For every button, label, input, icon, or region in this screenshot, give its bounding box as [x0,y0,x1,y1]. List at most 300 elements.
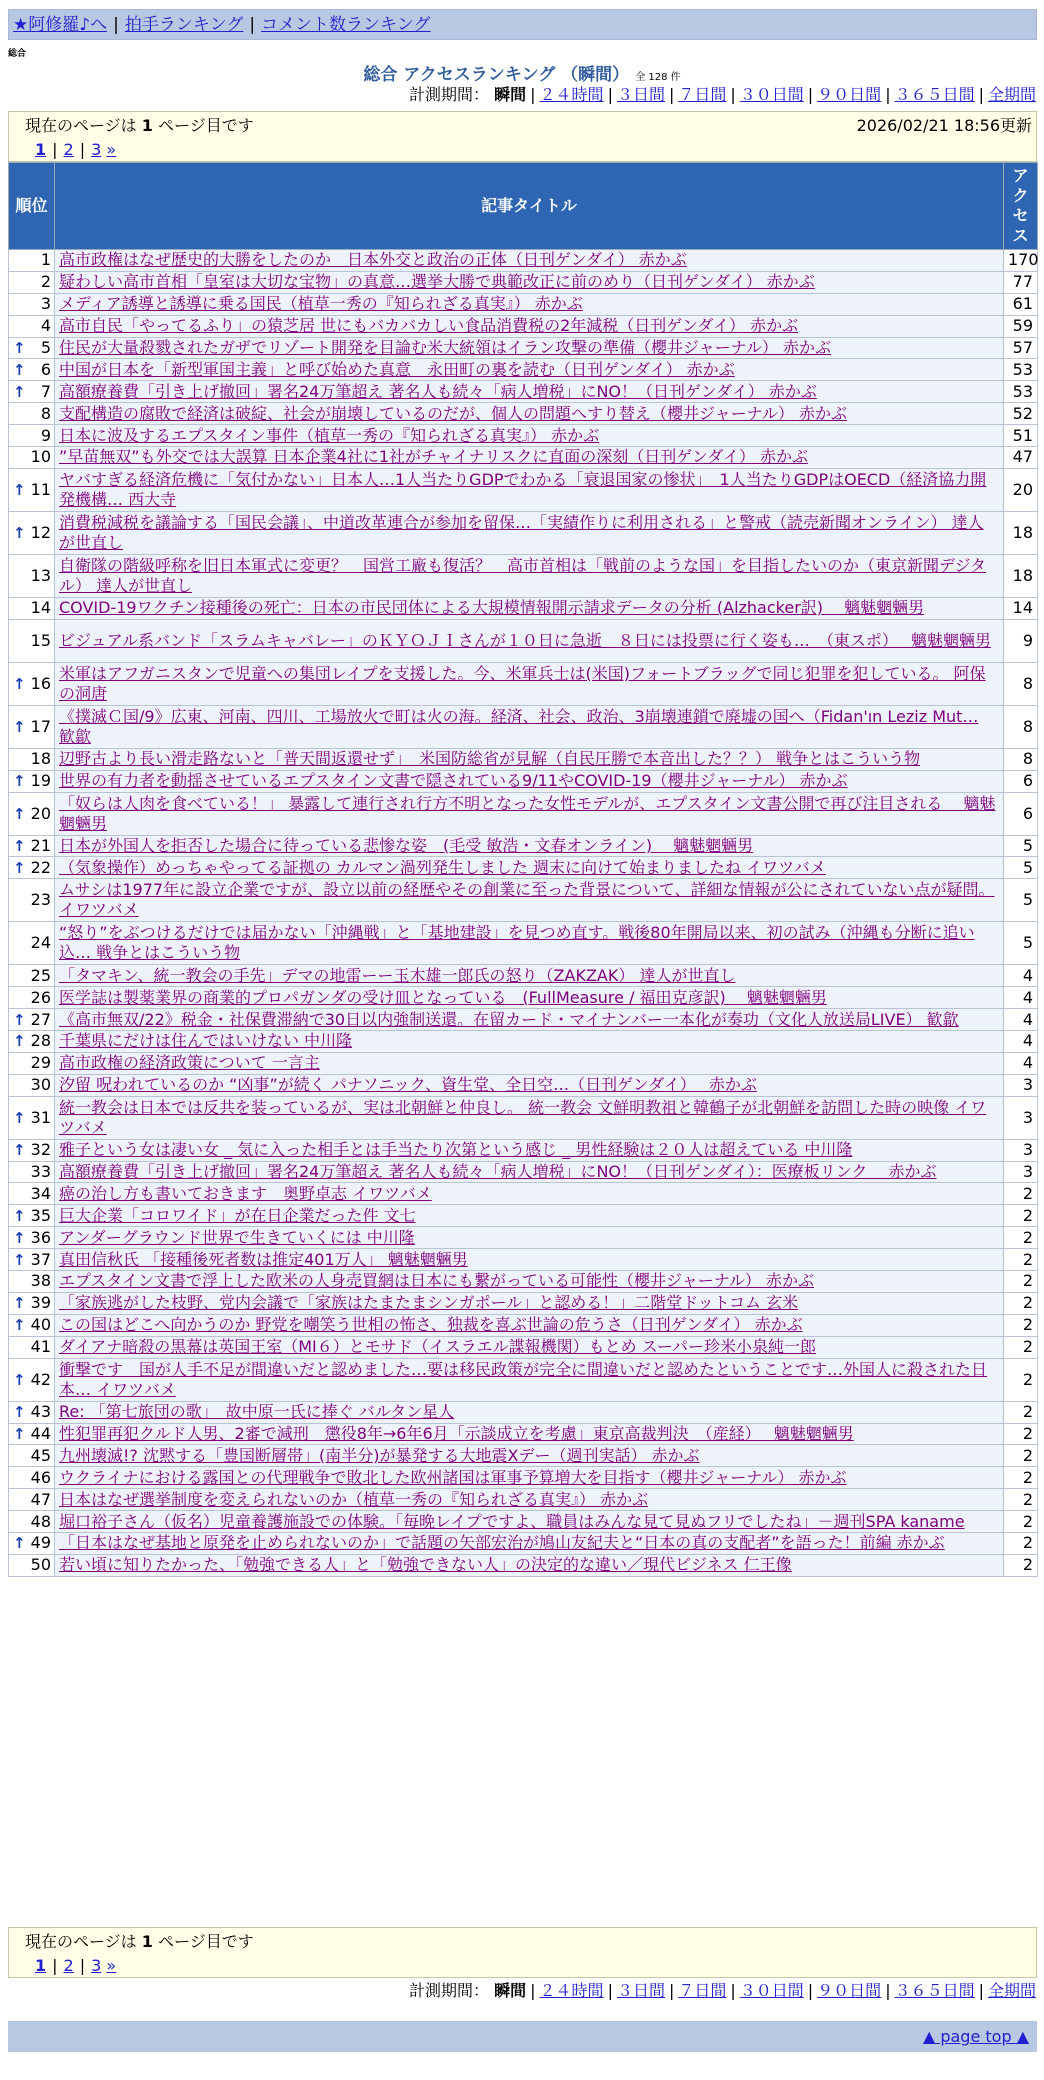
rank-number: 25 [30,965,51,985]
article-link[interactable]: ダイアナ暗殺の黒幕は英国王室（MI６）とモサド（イスラエル諜報機関）もとめ スーパー珍米小泉純一郎 [59,1337,817,1357]
table-row [9,792,1038,835]
title-cell [55,1532,1004,1554]
period-separator: | [885,85,891,104]
next-page-link[interactable]: » [106,140,117,159]
rank-number: 39 [30,1293,51,1313]
access-cell: 59 [1004,315,1038,337]
rank-number: 12 [30,522,51,542]
rank-number: 41 [30,1337,51,1357]
rank-cell [9,554,55,597]
rank-number: 5 [40,338,51,357]
table-row [9,1074,1038,1096]
period-option[interactable]: ３６５日間 [894,1981,975,2000]
rank-cell [9,1489,55,1511]
title-cell [55,381,1004,403]
up-arrow-icon: ↑ [13,1294,26,1313]
table-row [9,1139,1038,1161]
rank-cell [9,1358,55,1401]
article-link[interactable]: 高市政権の経済政策について 一言主 [59,1053,320,1073]
rank-number: 28 [30,1031,51,1051]
access-cell: 51 [1004,425,1038,447]
rank-number: 49 [30,1533,51,1553]
access-cell: 2 [1004,1292,1038,1314]
up-arrow-icon: ↑ [13,717,26,736]
article-link[interactable]: 高額療養費「引き上げ撤回」署名24万筆超え 著名人も続々「病人増税」にNO！（日刊ゲンダイ） 赤かぶ [59,381,817,401]
page-link[interactable]: 2 [63,1956,74,1975]
article-link[interactable]: 堀口裕子さん（仮名）児童養護施設での体験。「毎晩レイプですよ、職員はみんな見て見ぬフリでしたね」－週刊SPA kaname [59,1511,965,1531]
page-top-link[interactable]: ▲ page top ▲ [922,2027,1029,2046]
table-row [9,425,1038,447]
article-link[interactable]: この国はどこへ向かうのか 野党を嘲笑う世相の怖さ、独裁を喜ぶ世論の危うさ（日刊ゲンダイ） 赤かぶ [59,1315,803,1335]
title-cell [55,511,1004,554]
rank-number: 22 [30,857,51,877]
title-cell [55,315,1004,337]
title-cell [55,1314,1004,1336]
period-separator: | [730,1981,736,2000]
table-row [9,1227,1038,1249]
up-arrow-icon: ↑ [13,858,26,877]
title-cell [55,1467,1004,1489]
access-cell: 3 [1004,1139,1038,1161]
item-count: 全 128 件 [635,72,681,83]
period-option[interactable]: ９０日間 [817,1981,882,2000]
up-arrow-icon: ↑ [13,382,26,401]
rank-cell [9,511,55,554]
rank-cell [9,792,55,835]
access-cell: 4 [1004,987,1038,1009]
rank-number: 47 [30,1489,51,1509]
access-cell: 4 [1004,1009,1038,1031]
period-current: 瞬間 [494,85,527,104]
article-link[interactable]: 汐留 呪われているのか “凶事”が続く パナソニック、資生堂、全日空…（日刊ゲンダイ） 赤かぶ [59,1075,757,1095]
article-link[interactable]: 高額療養費「引き上げ撤回」署名24万筆超え 著名人も続々「病人増税」にNO！（日刊ゲンダイ）：医療板リンク 赤かぶ [59,1162,937,1182]
rank-number: 27 [30,1009,51,1029]
article-link[interactable]: ムサシは1977年に設立企業ですが、設立以前の経歴やその創業に至った背景について、詳細な情報が公にされていない点が疑問。 イワツバメ [59,880,995,920]
title-cell [55,1249,1004,1271]
article-link[interactable]: 日本が外国人を拒否した場合に待っている悲惨な姿 (毛受 敏浩・文春オンライン) 魑魅魍魎男 [59,836,754,856]
rank-cell [9,857,55,879]
access-cell: 2 [1004,1489,1038,1511]
rank-cell [9,1074,55,1096]
nav-separator: | [249,15,256,35]
footer-bar [8,2021,1037,2052]
rank-cell [9,770,55,792]
page-link[interactable]: 2 [63,140,74,159]
page-separator: | [52,1956,58,1975]
period-option[interactable]: ７日間 [678,85,727,104]
rank-number: 1 [40,250,51,270]
table-row [9,403,1038,425]
article-link[interactable]: ウクライナにおける露国との代理戦争で敗北した欧州諸国は軍事予算増大を目指す（櫻井ジャーナル） 赤かぶ [59,1467,847,1487]
title-cell [55,619,1004,662]
table-row [9,271,1038,293]
rank-number: 20 [30,803,51,823]
access-cell: 6 [1004,770,1038,792]
next-page-link[interactable]: » [106,1956,117,1975]
access-cell: 18 [1004,511,1038,554]
rank-number: 24 [30,933,51,953]
page-links [25,138,1020,162]
period-separator: | [607,1981,613,2000]
access-cell: 2 [1004,1511,1038,1533]
article-link[interactable]: 医学誌は製薬業界の商業的プロパガンダの受け皿となっている (FullMeasure / 福田克彦訳) 魑魅魍魎男 [59,987,827,1007]
article-link[interactable]: 《高市無双/22》税金・社保費滞納で30日以内強制送還。在留カード・マイナンバー一本化が奏功（文化人放送局LIVE） 歓歙 [59,1009,959,1029]
article-link[interactable]: 「奴らは人肉を食べている！」 暴露して連行され行方不明となった女性モデルが、エプスタイン文書公開で再び注目される 魑魅魍魎男 [59,793,996,833]
table-row [9,1009,1038,1031]
rank-number: 29 [30,1053,51,1073]
article-link[interactable]: COVID-19ワクチン接種後の死亡：日本の市民団体による大規模情報開示請求データの分析 (Alzhacker訳) 魑魅魍魎男 [59,598,925,618]
up-arrow-icon: ↑ [13,1032,26,1051]
access-cell: 8 [1004,748,1038,770]
table-row [9,770,1038,792]
rank-number: 50 [30,1555,51,1575]
table-row [9,468,1038,511]
article-link[interactable]: 中国が日本を「新型軍国主義」と呼び始めた真意 永田町の裏を読む（日刊ゲンダイ） 赤かぶ [59,359,735,379]
title-cell [55,447,1004,469]
rank-cell [9,1205,55,1227]
up-arrow-icon: ↑ [13,1370,26,1389]
page-link-current[interactable]: 1 [35,140,47,159]
up-arrow-icon: ↑ [13,837,26,856]
rank-cell [9,1401,55,1423]
page-status-number: 1 [141,116,153,135]
table-row [9,359,1038,381]
up-arrow-icon: ↑ [13,1250,26,1269]
table-row [9,705,1038,748]
article-link[interactable]: 千葉県にだけは住んではいけない 中川隆 [59,1031,353,1051]
article-link[interactable]: アンダーグラウンド世界で生きていくには 中川隆 [59,1227,415,1247]
title-cell [55,1336,1004,1358]
access-cell: 77 [1004,271,1038,293]
page-status-post: ページ目です [158,1932,254,1951]
title-cell [55,1358,1004,1401]
rank-number: 16 [30,673,51,693]
rank-number: 13 [30,565,51,585]
table-row [9,1249,1038,1271]
title-cell [55,987,1004,1009]
rank-cell [9,1292,55,1314]
article-link[interactable]: 巨大企業「コロワイド」が在日企業だった件 文七 [59,1205,416,1225]
rank-number: 38 [30,1271,51,1291]
rank-number: 43 [30,1402,51,1422]
rank-cell [9,662,55,705]
title-cell [55,403,1004,425]
access-cell: 8 [1004,662,1038,705]
rank-number: 37 [30,1249,51,1269]
period-option[interactable]: 全期間 [987,85,1036,104]
rank-cell [9,315,55,337]
rank-number: 26 [30,987,51,1007]
rank-number: 9 [40,425,51,445]
period-option[interactable]: ２４時間 [539,1981,604,2000]
title-cell [55,359,1004,381]
rank-number: 40 [30,1315,51,1335]
title-cell [55,597,1004,619]
title-cell [55,1489,1004,1511]
rank-cell [9,1139,55,1161]
rank-cell [9,1467,55,1489]
access-cell: 57 [1004,337,1038,359]
table-row [9,1358,1038,1401]
table-row [9,1292,1038,1314]
article-link[interactable]: メディア誘導と誘導に乗る国民（植草一秀の『知られざる真実』） 赤かぶ [59,294,583,314]
page-status-post: ページ目です [158,116,254,135]
access-cell: 9 [1004,619,1038,662]
access-cell: 2 [1004,1532,1038,1554]
table-row [9,293,1038,315]
table-row [9,1096,1038,1139]
nav-separator: | [113,15,119,35]
rank-cell [9,447,55,469]
title-cell [55,1139,1004,1161]
article-link[interactable]: 日本に波及するエプスタイン事件（植草一秀の『知られざる真実』） 赤かぶ [59,425,600,445]
rank-number: 23 [30,890,51,910]
period-option[interactable]: ３０日間 [739,1981,804,2000]
period-option[interactable]: ２４時間 [539,85,604,104]
access-cell: 5 [1004,857,1038,879]
access-cell: 2 [1004,1467,1038,1489]
title-cell [55,857,1004,879]
page-separator: | [52,140,58,159]
period-option[interactable]: ９０日間 [817,85,882,104]
table-row [9,447,1038,469]
pagination-top [8,111,1037,162]
title-cell [55,1161,1004,1183]
article-link[interactable]: ”早苗無双”も外交では大誤算 日本企業4社に1社がチャイナリスクに直面の深刻（日刊ゲンダイ） 赤かぶ [59,447,809,467]
rank-cell [9,468,55,511]
table-row [9,965,1038,987]
period-separator: | [668,1981,675,2000]
article-link[interactable]: 世界の有力者を動揺させているエプスタイン文書で隠されている9/11やCOVID-19（櫻井ジャーナル） 赤かぶ [59,771,848,791]
rank-number: 11 [30,479,51,499]
rank-number: 8 [40,403,51,423]
home-link[interactable]: ★阿修羅♪へ [13,15,108,35]
article-link[interactable]: 疑わしい高市首相「皇室は大切な宝物」の真意…選挙大勝で典範改正に前のめり（日刊ゲンダイ） 赤かぶ [59,272,815,292]
rank-number: 32 [30,1140,51,1160]
rank-cell [9,293,55,315]
rank-cell [9,1271,55,1293]
access-cell: 20 [1004,468,1038,511]
title-cell [55,879,1004,922]
title-cell [55,922,1004,965]
rank-number: 46 [30,1467,51,1487]
article-link[interactable]: 統一教会は日本では反共を装っているが、実は北朝鮮と仲良し。 統一教会 文鮮明教祖と韓鶴子が北朝鮮を訪問した時の映像 イワツバメ [59,1097,987,1137]
page-links [25,1954,1020,1978]
rank-cell [9,1532,55,1554]
article-link[interactable]: 「タマキン、統一教会の手先」デマの地雷ーー玉木雄一郎氏の怒り（ZAKZAK） 達人が世直し [59,965,736,985]
access-cell: 5 [1004,922,1038,965]
access-cell: 2 [1004,1249,1038,1271]
rank-number: 36 [30,1227,51,1247]
article-link[interactable]: （気象操作）めっちゃやってる証拠の カルマン渦列発生しました 週末に向けて始まりましたね イワツバメ [59,857,826,877]
article-link[interactable]: 米軍はアフガニスタンで児童への集団レイプを支援した。今、米軍兵士は(米国)フォートブラッグで同じ犯罪を犯している。 阿保の洞唐 [59,663,986,703]
article-link[interactable]: “怒り”をぶつけるだけでは届かない「沖縄戦」と「基地建設」を見つめ直す。戦後80年開局以来、初の試み（沖縄も分断に追い込… 戦争とはこういう物 [59,923,975,963]
title-cell [55,1554,1004,1576]
rank-cell [9,1183,55,1205]
article-link[interactable]: 雅子という女は凄い女 _ 気に入った相手とは手当たり次第という感じ _ 男性経験は２０人は超えている 中川隆 [59,1140,853,1160]
rank-number: 15 [30,630,51,650]
table-row [9,1031,1038,1053]
article-link[interactable]: 日本はなぜ選挙制度を変えられないのか（植草一秀の『知られざる真実』） 赤かぶ [59,1489,649,1509]
period-separator: | [807,1981,814,2000]
rank-number: 7 [40,381,51,401]
article-link[interactable]: 真田信秋氏 「接種後死者数は推定401万人」 魑魅魍魎男 [59,1249,468,1269]
rank-number: 35 [30,1205,51,1225]
title-cell [55,1096,1004,1139]
title-cell [55,705,1004,748]
rank-number: 14 [30,598,51,618]
article-link[interactable]: 九州壊滅!? 沈黙する「豊国断層帯」(南半分)が暴発する大地震Xデー（週刊実話） 赤かぶ [59,1445,700,1465]
table-row [9,619,1038,662]
page-link-current[interactable]: 1 [35,1956,47,1975]
title-cell [55,1074,1004,1096]
rank-number: 3 [40,294,51,314]
page-status-pre: 現在のページは [25,1932,137,1951]
article-link[interactable]: 支配構造の腐敗で経済は破綻、社会が崩壊しているのだが、個人の問題へすり替え（櫻井ジャーナル） 赤かぶ [59,403,847,423]
rank-cell [9,597,55,619]
article-link[interactable]: 消費税減税を議論する「国民会議」、中道改革連合が参加を留保…「実績作りに利用される」と警戒（読売新聞オンライン） 達人が世直し [59,512,984,552]
article-link[interactable]: 高市自民「やってるふり」の猿芝居 世にもバカバカしい食品消費税の2年減税（日刊ゲンダイ） 赤かぶ [59,316,799,336]
access-cell: 4 [1004,965,1038,987]
rank-number: 48 [30,1511,51,1531]
table-row [9,987,1038,1009]
article-link[interactable]: 衝撃です 国が人手不足が間違いだと認めました…要は移民政策が完全に間違いだと認めたということです…外国人に殺された日本… イワツバメ [59,1359,988,1399]
title-cell [55,1205,1004,1227]
period-option[interactable]: ３日間 [616,1981,665,2000]
rank-cell [9,1554,55,1576]
comment-ranking-link[interactable]: コメント数ランキング [261,15,431,35]
rank-cell [9,1009,55,1031]
table-row [9,337,1038,359]
rank-cell [9,1445,55,1467]
title-cell [55,770,1004,792]
table-row [9,554,1038,597]
rank-number: 33 [30,1162,51,1182]
applause-ranking-link[interactable]: 拍手ランキング [124,15,244,35]
up-arrow-icon: ↑ [13,1108,26,1127]
up-arrow-icon: ↑ [13,1228,26,1247]
up-arrow-icon: ↑ [13,1316,26,1335]
access-cell: 18 [1004,554,1038,597]
access-cell: 2 [1004,1336,1038,1358]
up-arrow-icon: ↑ [13,480,26,499]
access-cell: 2 [1004,1423,1038,1445]
rank-number: 21 [30,836,51,856]
access-cell: 170 [1004,250,1038,272]
table-header-row [9,163,1038,250]
rank-cell [9,1249,55,1271]
table-row [9,922,1038,965]
rank-cell [9,1031,55,1053]
access-cell: 52 [1004,403,1038,425]
title-cell [55,1423,1004,1445]
article-link[interactable]: 《撲滅Ｃ国/9》広東、河南、四川、工場放火で町は火の海。経済、社会、政治、3崩壊連鎖で廃墟の国へ（Fidan'ın Leziz Mut… 歓歙 [59,706,979,746]
up-arrow-icon: ↑ [13,360,26,379]
title-cell [55,792,1004,835]
up-arrow-icon: ↑ [13,804,26,823]
pagination-bottom [8,1927,1037,1978]
up-arrow-icon: ↑ [13,1534,26,1553]
article-link[interactable]: 癌の治し方も書いておきます 奥野卓志 イワツバメ [59,1183,432,1203]
access-cell: 8 [1004,705,1038,748]
rank-cell [9,1511,55,1533]
table-row [9,381,1038,403]
rank-cell [9,1096,55,1139]
article-link[interactable]: 「日本はなぜ基地と原発を止められないのか」で話題の矢部宏治が鳩山友紀夫と“日本の真の支配者”を語った！前編 赤かぶ [59,1533,945,1553]
article-link[interactable]: 高市政権はなぜ歴史的大勝をしたのか 日本外交と政治の正体（日刊ゲンダイ） 赤かぶ [59,250,687,270]
title-cell [55,468,1004,511]
title-cell [55,293,1004,315]
period-selector-top [409,84,1036,106]
title-cell [55,965,1004,987]
rank-cell [9,381,55,403]
article-link[interactable]: 自衛隊の階級呼称を旧日本軍式に変更？ 国営工廠も復活？ 高市首相は「戦前のような国」を目指したいのか（東京新聞デジタル） 達人が世直し [59,555,987,595]
article-link[interactable]: 性犯罪再犯クルド人男、2審で減刑 懲役8年→6年6月「示談成立を考慮」東京高裁判決 （産経） 魑魅魍魎男 [59,1423,854,1443]
period-option[interactable]: ３日間 [616,85,665,104]
rank-cell [9,425,55,447]
article-link[interactable]: エプスタイン文書で浮上した欧米の人身売買網は日本にも繋がっている可能性（櫻井ジャーナル） 赤かぶ [59,1271,815,1291]
rank-number: 31 [30,1107,51,1127]
article-link[interactable]: ビジュアル系バンド「スラムキャバレー」のＫＹＯＪＩさんが１０日に急逝 ８日には投票に行く姿も… （東スポ） 魑魅魍魎男 [59,630,991,650]
access-cell: 2 [1004,1401,1038,1423]
table-row [9,1554,1038,1576]
article-link[interactable]: 「家族逃がした枝野、党内会議で「家族はたまたまシンガポール」と認める！」二階堂ドットコム 玄米 [59,1293,799,1313]
page-link[interactable]: 3 [91,140,102,159]
table-row [9,1336,1038,1358]
rank-number: 2 [40,272,51,292]
up-arrow-icon: ↑ [13,1424,26,1443]
table-row [9,1183,1038,1205]
rank-number: 42 [30,1369,51,1389]
article-link[interactable]: 若い頃に知りたかった、「勉強できる人」と「勉強できない人」の決定的な違い／現代ビジネス 仁王像 [59,1555,792,1575]
article-link[interactable]: 辺野古より長い滑走路ないと「普天間返還せず」 米国防総省が見解（自民圧勝で本音出した？？） 戦争とはこういう物 [59,749,921,769]
table-row [9,1161,1038,1183]
article-link[interactable]: ヤバすぎる経済危機に「気付かない」日本人…1人当たりGDPでわかる「衰退国家の惨状」 1人当たりGDPはOECD（経済協力開発機構… 西大寺 [59,469,987,509]
page-separator: | [79,1956,86,1975]
period-option[interactable]: ３０日間 [739,85,804,104]
title-cell [55,1183,1004,1205]
rank-number: 18 [30,749,51,769]
period-option[interactable]: ７日間 [678,1981,727,2000]
page-title-text: 総合 アクセスランキング （瞬間） [363,65,630,85]
article-link[interactable]: 住民が大量殺戮されたガザでリゾート開発を目論む米大統領はイラン攻撃の準備（櫻井ジャーナル） 赤かぶ [59,338,831,357]
table-row [9,662,1038,705]
rank-cell [9,835,55,857]
rank-cell [9,271,55,293]
period-current: 瞬間 [494,1981,527,2000]
access-cell: 53 [1004,381,1038,403]
rank-cell [9,403,55,425]
rank-header: 順位 [9,163,55,250]
title-header: 記事タイトル [55,163,1004,250]
access-cell: 47 [1004,447,1038,469]
rank-cell [9,922,55,965]
article-link[interactable]: Re: 「第七旅団の歌」 故中原一氏に捧ぐ バルタン星人 [59,1402,455,1422]
period-option[interactable]: ３６５日間 [894,85,975,104]
rank-number: 45 [30,1445,51,1465]
period-option[interactable]: 全期間 [987,1981,1036,2000]
page-title [0,60,1044,85]
ranking-table [8,162,1038,1577]
access-cell: 53 [1004,359,1038,381]
title-cell [55,1031,1004,1053]
title-cell [55,835,1004,857]
table-row [9,879,1038,922]
rank-cell [9,879,55,922]
page-link[interactable]: 3 [91,1956,102,1975]
table-row [9,511,1038,554]
category-tag: 総合 [8,49,27,59]
